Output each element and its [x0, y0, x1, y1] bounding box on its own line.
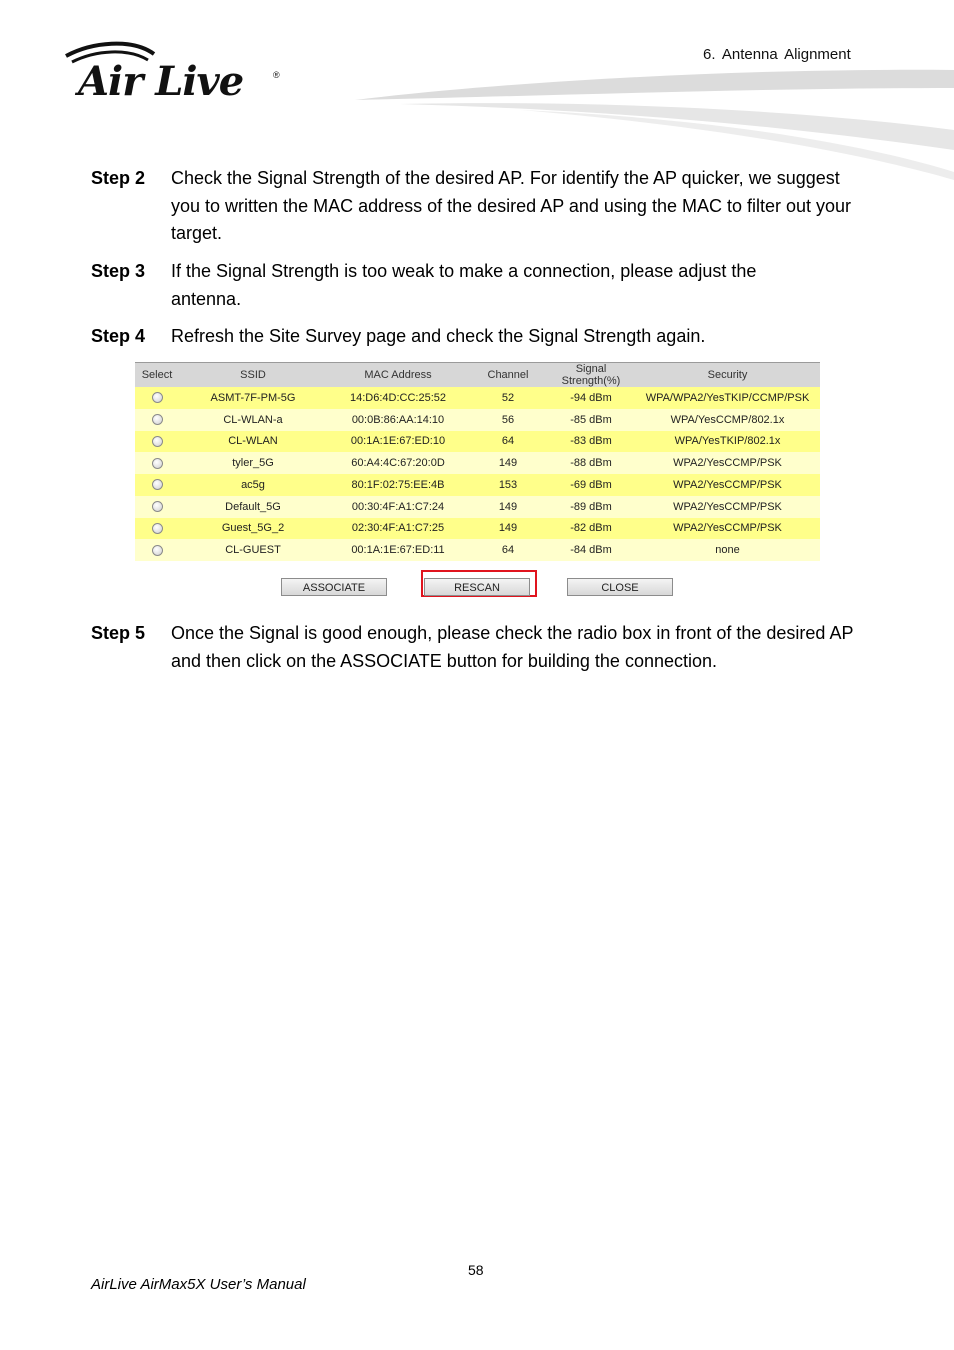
- mac-cell: 14:D6:4D:CC:25:52: [327, 387, 469, 409]
- channel-cell: 64: [469, 431, 547, 453]
- select-radio[interactable]: [152, 479, 163, 490]
- select-radio[interactable]: [152, 523, 163, 534]
- ssid-cell: CL-WLAN-a: [179, 409, 327, 431]
- step-text: If the Signal Strength is too weak to make a connection, please adjust the antenna.: [171, 261, 757, 309]
- signal-cell: -69 dBm: [547, 474, 635, 496]
- mac-cell: 00:0B:86:AA:14:10: [327, 409, 469, 431]
- step-label: Step 2: [91, 168, 146, 188]
- channel-cell: 153: [469, 474, 547, 496]
- select-radio[interactable]: [152, 436, 163, 447]
- footer-manual-title: AirLive AirMax5X User’s Manual: [91, 1276, 306, 1293]
- table-row: [135, 474, 820, 496]
- select-radio[interactable]: [152, 392, 163, 403]
- signal-cell: -82 dBm: [547, 518, 635, 540]
- channel-cell: 149: [469, 452, 547, 474]
- security-cell: WPA2/YesCCMP/PSK: [635, 496, 820, 518]
- channel-cell: 149: [469, 496, 547, 518]
- step-text: Refresh the Site Survey page and check the Signal Strength again.: [171, 326, 706, 346]
- ssid-cell: CL-GUEST: [179, 539, 327, 561]
- security-cell: WPA2/YesCCMP/PSK: [635, 474, 820, 496]
- table-row: [135, 496, 820, 518]
- table-row: [135, 431, 820, 453]
- mac-cell: 00:30:4F:A1:C7:24: [327, 496, 469, 518]
- page-number: 58: [468, 1262, 484, 1278]
- signal-cell: -83 dBm: [547, 431, 635, 453]
- ssid-cell: tyler_5G: [179, 452, 327, 474]
- step-label: Step 5: [91, 623, 146, 643]
- step-text: Check the Signal Strength of the desired AP. For identify the AP quicker, we suggest you to written the MAC address of the desired AP and using the MAC to filter out your target.: [171, 168, 852, 243]
- security-cell: WPA2/YesCCMP/PSK: [635, 518, 820, 540]
- mac-cell: 00:1A:1E:67:ED:10: [327, 431, 469, 453]
- column-header-channel: Channel: [469, 363, 547, 388]
- close-button[interactable]: CLOSE: [567, 578, 673, 596]
- site-survey-table: [135, 362, 820, 561]
- select-radio[interactable]: [152, 458, 163, 469]
- table-row: [135, 539, 820, 561]
- column-header-signal: Signal Strength(%): [547, 363, 635, 388]
- channel-cell: 149: [469, 518, 547, 540]
- ssid-cell: ac5g: [179, 474, 327, 496]
- signal-cell: -84 dBm: [547, 539, 635, 561]
- security-cell: WPA/WPA2/YesTKIP/CCMP/PSK: [635, 387, 820, 409]
- associate-button[interactable]: ASSOCIATE: [281, 578, 387, 596]
- select-radio[interactable]: [152, 545, 163, 556]
- ssid-cell: CL-WLAN: [179, 431, 327, 453]
- security-cell: WPA/YesCCMP/802.1x: [635, 409, 820, 431]
- ssid-cell: Guest_5G_2: [179, 518, 327, 540]
- column-header-mac: MAC Address: [327, 363, 469, 388]
- table-header-row: [135, 363, 820, 388]
- security-cell: WPA/YesTKIP/802.1x: [635, 431, 820, 453]
- step-text: Once the Signal is good enough, please check the radio box in front of the desired AP and then click on the ASSOCIATE button for building the connection.: [171, 623, 854, 671]
- table-row: [135, 452, 820, 474]
- table-row: [135, 518, 820, 540]
- signal-cell: -85 dBm: [547, 409, 635, 431]
- security-cell: WPA2/YesCCMP/PSK: [635, 452, 820, 474]
- section-title: 6. Antenna Alignment: [703, 46, 851, 63]
- brand-wordmark: Air Live: [78, 58, 244, 105]
- step-label: Step 3: [91, 261, 146, 281]
- select-radio[interactable]: [152, 414, 163, 425]
- select-radio[interactable]: [152, 501, 163, 512]
- mac-cell: 02:30:4F:A1:C7:25: [327, 518, 469, 540]
- table-row: [135, 409, 820, 431]
- registered-mark: ®: [273, 70, 280, 80]
- channel-cell: 52: [469, 387, 547, 409]
- signal-cell: -88 dBm: [547, 452, 635, 474]
- ssid-cell: ASMT-7F-PM-5G: [179, 387, 327, 409]
- signal-cell: -94 dBm: [547, 387, 635, 409]
- security-cell: none: [635, 539, 820, 561]
- mac-cell: 60:A4:4C:67:20:0D: [327, 452, 469, 474]
- column-header-ssid: SSID: [179, 363, 327, 388]
- column-header-security: Security: [635, 363, 820, 388]
- ssid-cell: Default_5G: [179, 496, 327, 518]
- channel-cell: 64: [469, 539, 547, 561]
- mac-cell: 00:1A:1E:67:ED:11: [327, 539, 469, 561]
- column-header-select: Select: [135, 363, 179, 388]
- mac-cell: 80:1F:02:75:EE:4B: [327, 474, 469, 496]
- channel-cell: 56: [469, 409, 547, 431]
- table-row: [135, 387, 820, 409]
- rescan-button[interactable]: RESCAN: [424, 578, 530, 596]
- step-label: Step 4: [91, 326, 146, 346]
- signal-cell: -89 dBm: [547, 496, 635, 518]
